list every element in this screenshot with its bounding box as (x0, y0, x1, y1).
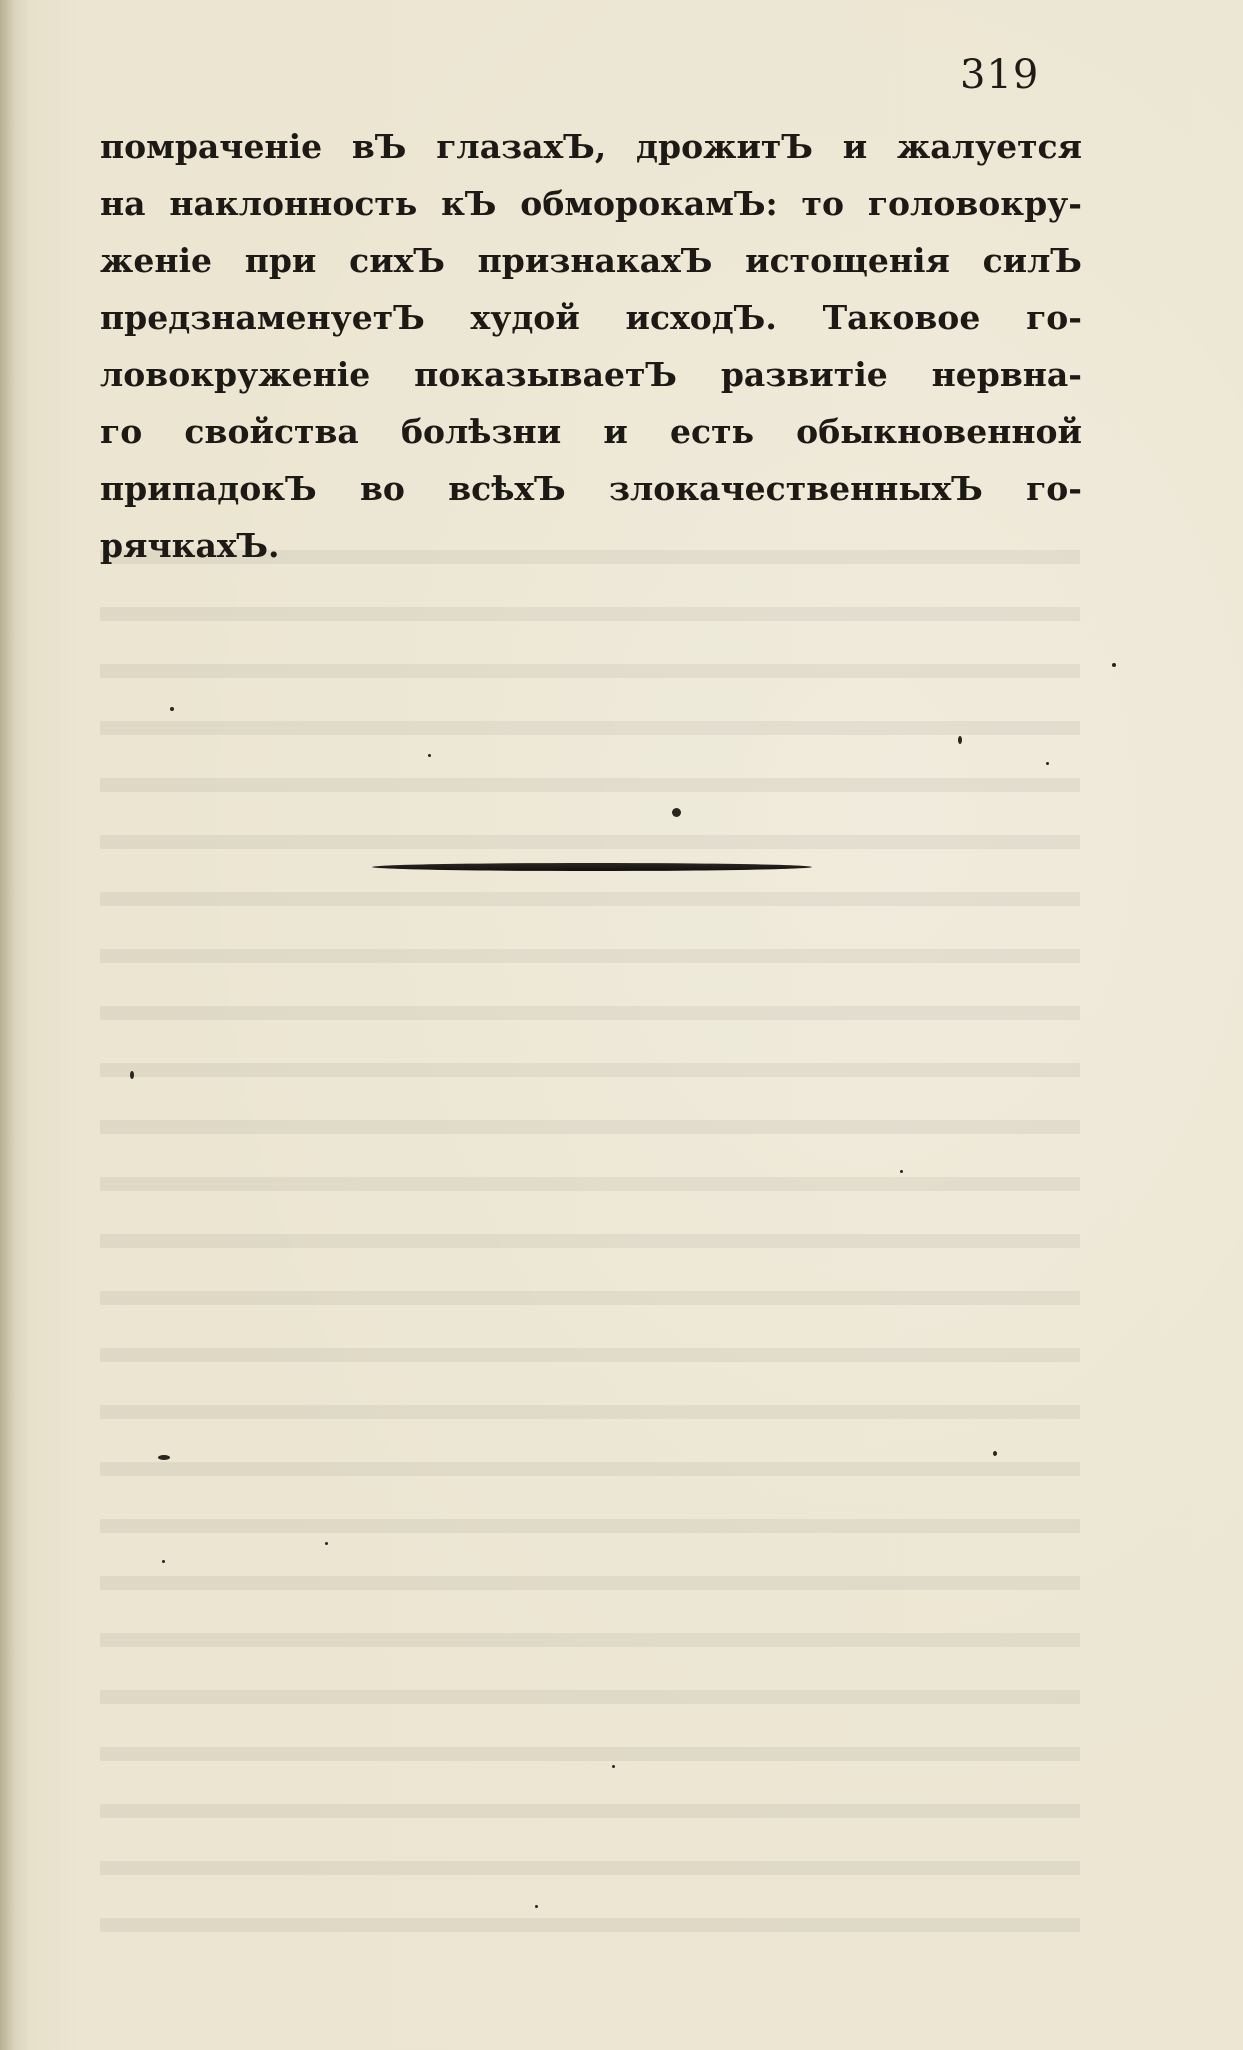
page-number: 319 (960, 52, 1040, 98)
ink-speck (535, 1905, 538, 1908)
ink-speck (900, 1170, 903, 1173)
ink-speck (428, 754, 431, 757)
show-through-text (100, 520, 1080, 1940)
section-divider-rule (372, 863, 812, 871)
ink-speck (672, 808, 681, 817)
ink-speck (170, 707, 174, 711)
text-line: ловокруженіе показываетЪ развитіе нервна- (100, 355, 1082, 394)
ink-speck (1112, 663, 1116, 667)
ink-speck (958, 736, 962, 744)
text-line: предзнаменуетЪ худой исходЪ. Таковое го- (100, 298, 1082, 337)
body-paragraph (100, 118, 1082, 574)
ink-speck (993, 1451, 997, 1456)
text-line: рячкахЪ. (100, 526, 280, 565)
ink-speck (612, 1765, 615, 1768)
ink-speck (130, 1071, 134, 1079)
page-binding-edge (0, 0, 14, 2050)
ink-speck (158, 1455, 170, 1460)
text-line: на наклонность кЪ обморокамЪ: то головокру- (100, 184, 1082, 223)
text-line: помраченіе вЪ глазахЪ, дрожитЪ и жалуется (100, 127, 1082, 166)
text-line: припадокЪ во всѣхЪ злокачественныхЪ го- (100, 469, 1082, 508)
ink-speck (325, 1542, 328, 1545)
text-line: го свойства болѣзни и есть обыкновенной (100, 412, 1082, 451)
text-line: женіе при сихЪ признакахЪ истощенія силЪ (100, 241, 1082, 280)
ink-speck (162, 1560, 165, 1563)
ink-speck (1046, 762, 1049, 765)
